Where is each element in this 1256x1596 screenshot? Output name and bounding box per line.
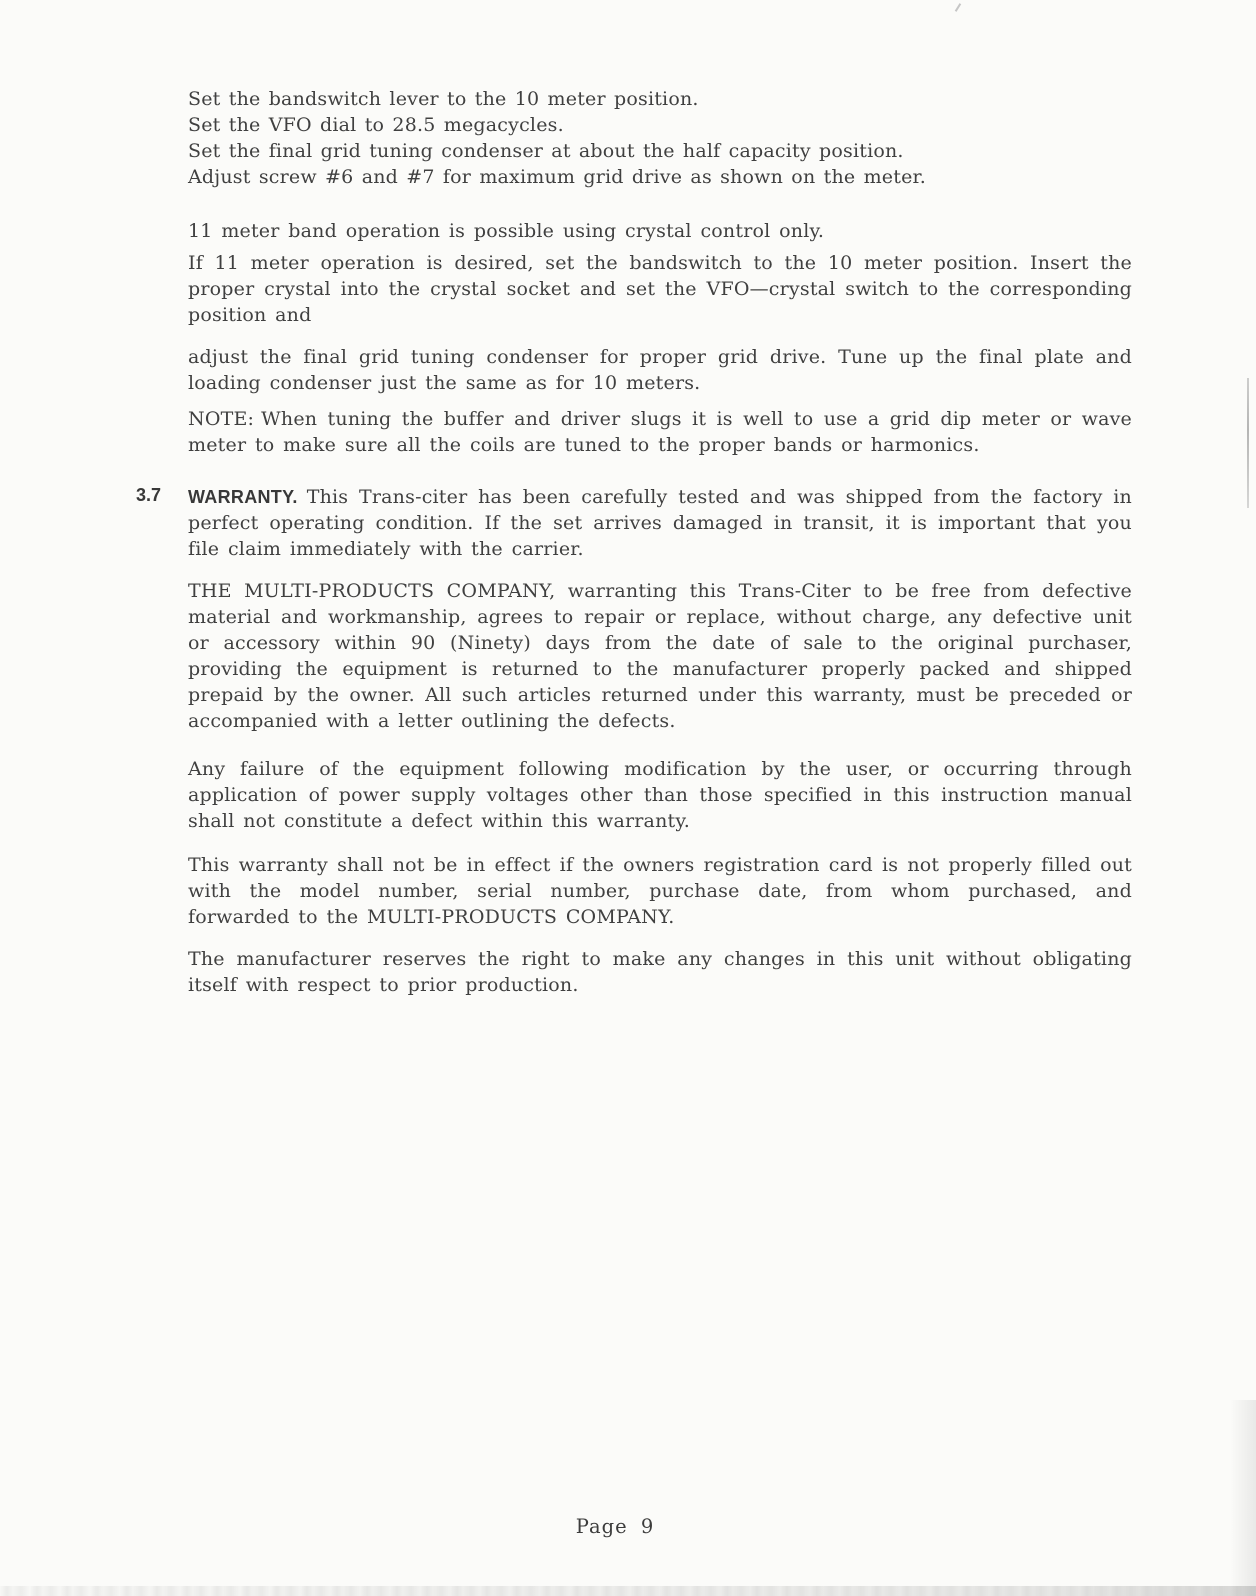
scan-artifact-right-line <box>1247 378 1249 508</box>
paragraph-failure-exclusion: Any failure of the equipment following modification by the user, or occurring through application of power supply voltages other than those specified in this instruction manual shall not constitute a defect within this warranty. <box>188 758 1132 832</box>
paragraph-11m-tuneup: adjust the final grid tuning condenser for proper grid drive. Tune up the final plate and loading condenser just the same as for 10 meters. <box>188 346 1132 394</box>
section-body <box>188 484 1132 562</box>
section-text: This Trans-citer has been carefully tested and was shipped from the factory in perfect operating condition. If the set arrives damaged in transit, it is important that you file claim immediately with the carrier. <box>188 486 1132 560</box>
page-number: Page 9 <box>575 1515 655 1538</box>
step-bandswitch: Set the bandswitch lever to the 10 meter position. <box>188 88 699 110</box>
paragraph-11m-setup: If 11 meter operation is desired, set the bandswitch to the 10 meter position. Insert the proper crystal into the crystal socket and set the VFO—crystal switch to the corresponding position and <box>188 252 1132 326</box>
tuneup-steps-block <box>188 86 1132 190</box>
paragraph-note <box>188 406 1132 458</box>
section-number: 3.7 <box>136 485 162 505</box>
step-grid-condenser: Set the final grid tuning condenser at about the half capacity position. <box>188 140 904 162</box>
scan-artifact-bottom-noise <box>0 1586 1256 1596</box>
step-vfo-dial: Set the VFO dial to 28.5 megacycles. <box>188 114 564 136</box>
scan-artifact-corner-shade <box>1230 1400 1256 1596</box>
section-heading: WARRANTY. <box>188 487 298 507</box>
paragraph-registration-card: This warranty shall not be in effect if the owners registration card is not properly filled out with the model number, serial number, purchase date, from whom purchased, and forwarded to the MULTI-PRODUCTS COMPANY. <box>188 854 1132 928</box>
paragraph-11m-crystal-only: 11 meter band operation is possible using crystal control only. <box>188 220 825 242</box>
section-3-7-warranty <box>136 484 1132 562</box>
page-content <box>136 86 1132 1016</box>
step-adjust-screws: Adjust screw #6 and #7 for maximum grid drive as shown on the meter. <box>188 166 926 188</box>
paragraph-manufacturer-changes: The manufacturer reserves the right to make any changes in this unit without obligating itself with respect to prior production. <box>188 948 1132 996</box>
paragraph-company-warranty: THE MULTI-PRODUCTS COMPANY, warranting this Trans-Citer to be free from defective material and workmanship, agrees to repair or replace, without charge, any defective unit or accessory within 90 (Ninety) days from the date of sale to the original purchaser, providing the equipment is returned to the manufacturer properly packed and shipped prepaid by the owner. All such articles returned under this warranty, must be preceded or accompanied with a letter outlining the defects. <box>188 580 1132 732</box>
note-text: When tuning the buffer and driver slugs it is well to use a grid dip meter or wave meter to make sure all the coils are tuned to the proper bands or harmonics. <box>188 408 1132 456</box>
scan-artifact-top-mark <box>955 3 961 12</box>
note-label: NOTE: <box>188 408 255 430</box>
